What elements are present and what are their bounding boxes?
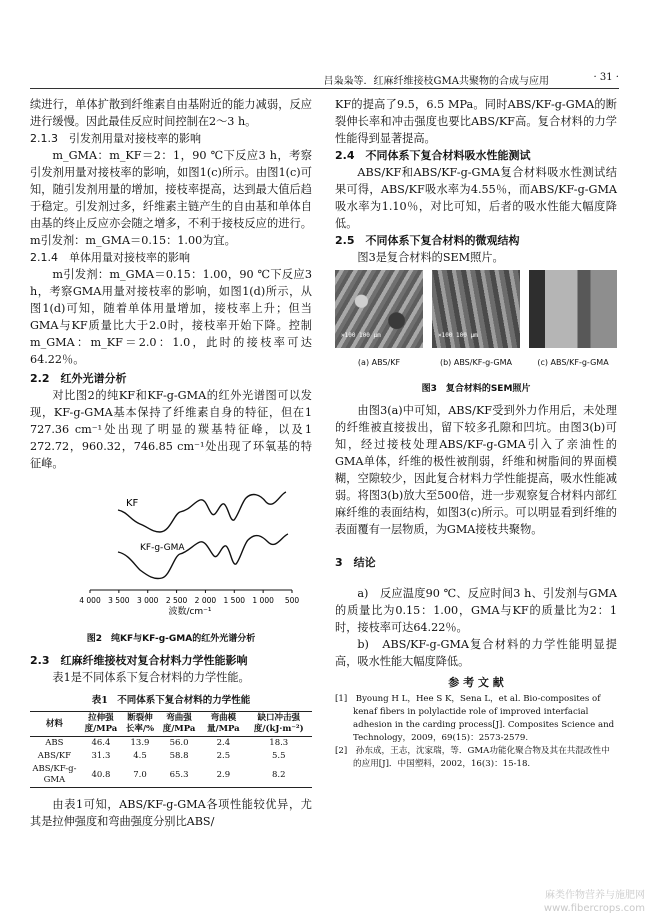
- table-row: [30, 763, 312, 788]
- sem-panel-a: [335, 270, 423, 371]
- watermark-line-1: 麻类作物营养与施肥网: [545, 890, 645, 901]
- table-cell: 2.5: [216, 751, 231, 761]
- sem-label-a: (a) ABS/KF: [357, 358, 401, 367]
- x-tick-label: 500: [284, 596, 300, 605]
- sem-image-a: [335, 270, 423, 348]
- section-heading-2-1-3: 2.1.3 引发剂用量对接枝率的影响: [30, 132, 201, 145]
- reference-item: [1] Byoung H L，Hee S K，Sena L，et al. Bio-composites of kenaf fibers in polylactide role of improved interfacial adhesion in the carding process[J]. Composites Science and Technology，2009，69(15)：2573-2579.: [335, 694, 615, 743]
- ir-spectrum-figure: [30, 472, 312, 622]
- sem-label-c: (c) ABS/KF-g-GMA: [537, 358, 609, 367]
- paragraph-2-1-4: m引发剂：m_GMA＝0.15：1.00，90 ℃下反应3 h，考察GMA用量对接枝率的影响，如图1(d)所示，从图1(d)可知，随着单体用量增加，接枝率上升；但当GMA与KF质量比大于2.0时，接枝率开始下降。控制m_GMA：m_KF＝2.0：1.0，此时的接枝率可达64.22％。: [30, 268, 312, 366]
- table-header-row: [30, 712, 312, 737]
- section-heading-3: 3 结论: [335, 556, 376, 569]
- table-cell: 2.4: [216, 738, 231, 748]
- table-cell: 18.3: [269, 738, 289, 748]
- sem-image-b: [432, 270, 520, 348]
- column-header: 弯曲强度/MPa: [162, 713, 196, 734]
- table-cell: 7.0: [133, 769, 147, 780]
- table-row: [30, 737, 312, 751]
- x-tick-label: 4 000: [79, 596, 101, 605]
- table-cell: ABS: [45, 738, 64, 748]
- table-cell: ABS/KF-g-GMA: [32, 764, 77, 785]
- table-cell: 8.2: [271, 769, 286, 780]
- table-cell: 46.4: [91, 738, 111, 748]
- column-header: 拉伸强度/MPa: [84, 713, 118, 734]
- x-tick-label: 2 000: [194, 596, 217, 605]
- watermark-line-2: www.fibercrops.com: [543, 903, 645, 914]
- paragraph-continued-right: KF的提高了9.5，6.5 MPa。同时ABS/KF-g-GMA的断裂伸长率和冲击强度也要比ABS/KF高。复合材料的力学性能得到显著提高。: [335, 98, 617, 145]
- table-1-caption: 表1 不同体系下复合材料的力学性能: [91, 695, 251, 706]
- paragraph-2-5: 图3是复合材料的SEM照片。: [357, 251, 504, 264]
- table-cell: 65.3: [169, 769, 189, 780]
- section-heading-2-1-4: 2.1.4 单体用量对接枝率的影响: [30, 251, 190, 264]
- section-heading-2-4: 2.4 不同体系下复合材料吸水性能测试: [335, 149, 531, 162]
- conclusion-a: a) 反应温度90 ℃、反应时间3 h、引发剂与GMA的质量比为0.15：1.00，GMA与KF的质量比为2：1时，接枝率可达64.22％。: [335, 587, 617, 634]
- sem-label-b: (b) ABS/KF-g-GMA: [439, 358, 513, 367]
- x-axis-label: 波数/cm⁻¹: [168, 607, 212, 617]
- x-tick-label: 1 500: [223, 596, 246, 605]
- x-tick-label: 3 000: [136, 596, 159, 605]
- paragraph-fig3: 由图3(a)中可知，ABS/KF受到外力作用后，未处理的纤维被直接拔出，留下较多孔隙和凹坑。由图3(b)可知，经过接枝处理ABS/KF-g-GMA引入了亲油性的GMA单体，纤维的极性被削弱，纤维和树脂间的界面模糊，空隙较少，因此复合材料力学性能提高，吸水性能减弱。将图3(b)放大至500倍，进一步观察复合材料内部红麻纤维的表面结构，如图3(c)所示。可以明显看到纤维的表面覆有一层物质，为GMA接枝共聚物。: [335, 404, 617, 536]
- references-list: [335, 693, 617, 771]
- paragraph-2-1-3: m_GMA：m_KF＝2：1，90 ℃下反应3 h，考察引发剂用量对接枝率的影响，如图1(c)所示。由图1(c)可知，随引发剂用量的增加，接枝率提高，达到最大值后趋于稳定。引发剂过多，纤维素主链产生的自由基和单体自由基的终止反应亦会随之增多，不利于接枝反应的进行。m引发剂：m_GMA＝0.15：1.00为宜。: [30, 149, 312, 247]
- paragraph-2-4: ABS/KF和ABS/KF-g-GMA复合材料吸水性测试结果可得，ABS/KF吸水率为4.55％，而ABS/KF-g-GMA吸水率为1.10％，对比可知，后者的吸水性能大幅度降低。: [335, 166, 617, 230]
- column-header: 弯曲模量/MPa: [207, 713, 240, 734]
- watermark: [544, 889, 645, 915]
- sem-image-c: [529, 270, 617, 348]
- table-cell: 31.3: [91, 751, 111, 761]
- table-cell: 2.9: [216, 769, 231, 780]
- header-rule: [30, 88, 619, 89]
- graft-spectrum-line: [118, 534, 288, 579]
- references-title: 参 考 文 献: [448, 676, 504, 689]
- header-title: 吕枭枭等．红麻纤维接枝GMA共聚物的合成与应用: [323, 76, 549, 87]
- section-heading-2-2: 2.2 红外光谱分析: [30, 372, 127, 385]
- paragraph-2-3: 表1是不同体系下复合材料的力学性能。: [52, 671, 250, 684]
- section-heading-2-3: 2.3 红麻纤维接枝对复合材料力学性能影响: [30, 654, 248, 667]
- table-row: [30, 750, 312, 763]
- table-cell: 40.8: [91, 769, 111, 780]
- table-cell: 56.0: [169, 738, 189, 748]
- graft-label: KF-g-GMA: [140, 543, 185, 553]
- reference-item: [2] 孙东成，王志，沈家瑞，等．GMA功能化聚合物及其在共混改性中的应用[J]．中国塑料，2002，16(3)：15-18.: [335, 746, 610, 769]
- column-header: 缺口冲击强度/(kJ·m⁻²): [253, 713, 304, 734]
- sem-scalebar: ×100 100 μm: [438, 332, 478, 339]
- table-cell: 13.9: [130, 738, 150, 748]
- x-tick-label: 2 500: [165, 596, 188, 605]
- left-column: [30, 96, 312, 830]
- page-number: · 31 ·: [593, 72, 619, 83]
- right-column: [335, 96, 617, 771]
- paragraph-continued: 续进行，单体扩散到纤维素自由基附近的能力减弱，反应进行缓慢。因此最佳反应时间控制在2～3 h。: [30, 98, 312, 128]
- x-ticks: [79, 590, 299, 605]
- table-cell: ABS/KF: [37, 751, 72, 761]
- x-tick-label: 3 500: [108, 596, 130, 605]
- column-header: 材料: [45, 718, 63, 729]
- conclusion-b: b) ABS/KF-g-GMA复合材料的力学性能明显提高，吸水性能大幅度降低。: [335, 638, 617, 668]
- kf-spectrum-line: [118, 492, 286, 532]
- figure-3-caption: 图3 复合材料的SEM照片: [421, 384, 531, 394]
- sem-scalebar: ×100 100 μm: [341, 332, 381, 339]
- mechanical-properties-table: [30, 711, 312, 788]
- paragraph-2-2: 对比图2的纯KF和KF-g-GMA的红外光谱图可以发现，KF-g-GMA基本保持了纤维素自身的特征，但在1 727.36 cm⁻¹处出现了明显的羰基特征峰，以及1 272.72，960.32，746.85 cm⁻¹处出现了环氧基的特征峰。: [30, 389, 312, 470]
- kf-label: KF: [126, 498, 139, 509]
- sem-image-row: [335, 270, 617, 371]
- table-cell: 4.5: [133, 751, 147, 761]
- table-cell: 58.8: [169, 751, 189, 761]
- sem-panel-b: [432, 270, 520, 371]
- column-header: 断裂伸长率/%: [125, 713, 155, 734]
- section-heading-2-5: 2.5 不同体系下复合材料的微观结构: [335, 234, 520, 247]
- figure-2-caption: 图2 纯KF与KF-g-GMA的红外光谱分析: [86, 634, 256, 644]
- paragraph-after-table: 由表1可知，ABS/KF-g-GMA各项性能较优异，尤其是拉伸强度和弯曲强度分别比ABS/: [30, 798, 312, 828]
- sem-panel-c: [529, 270, 617, 371]
- x-tick-label: 1 000: [252, 596, 274, 605]
- table-cell: 5.5: [271, 751, 286, 761]
